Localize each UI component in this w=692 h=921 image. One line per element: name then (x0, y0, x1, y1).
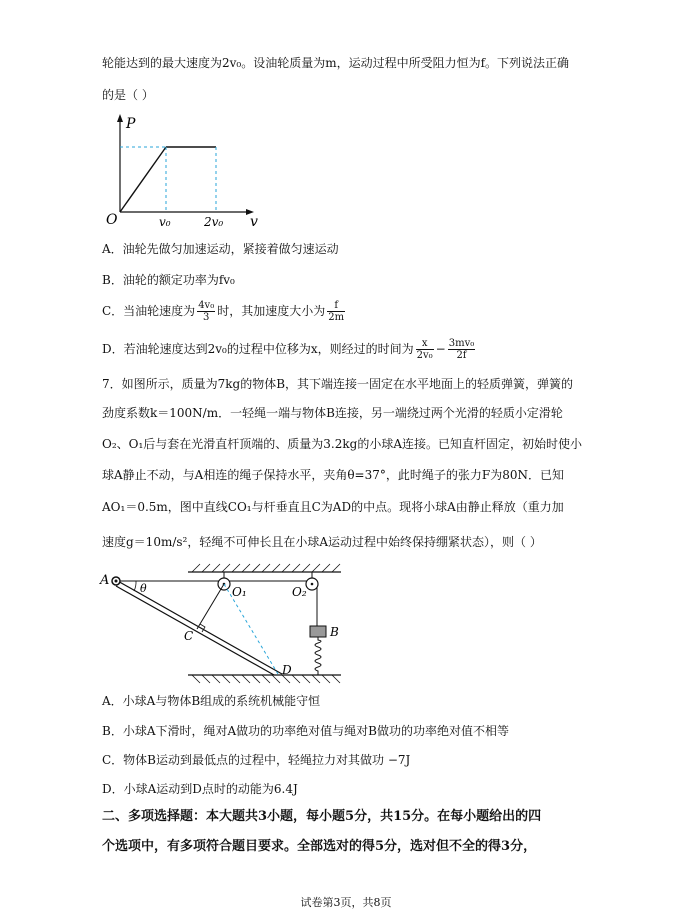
q7-line-1: 7．如图所示，质量为7kg的物体B，其下端连接一固定在水平地面上的轻质弹簧，弹簧的 (102, 377, 574, 391)
label-o1: O₁ (232, 585, 247, 599)
label-o2: O₂ (292, 585, 307, 599)
label-d: D (282, 663, 292, 677)
q6-option-c-mid: 时，其加速度大小为 (217, 304, 326, 318)
fraction-f-over-2m (327, 300, 345, 323)
fraction-numerator: x (416, 338, 434, 350)
q6-option-d-pre: D．若油轮速度达到2v₀的过程中位移为x，则经过的时间为 (102, 342, 414, 356)
q7-line-4: 球A静止不动，与A相连的绳子保持水平，夹角θ=37°，此时绳子的张力F为80N．已知 (102, 468, 564, 482)
x-axis-label: v (250, 214, 258, 227)
label-a: A (100, 573, 110, 588)
fraction-denominator: 2f (456, 350, 467, 361)
label-theta: θ (140, 582, 147, 595)
q6-option-c-pre: C．当油轮速度为 (102, 304, 196, 318)
q6-option-b: B．油轮的额定功率为fv₀ (102, 273, 235, 287)
fraction-numerator: 4v₀ (198, 300, 215, 311)
tick-v0-label: v₀ (159, 215, 171, 227)
section2-heading-line-1: 二、多项选择题：本大题共3小题，每小题5分，共15分。在每小题给出的四 (102, 809, 542, 824)
fraction-numerator: 3mv₀ (448, 338, 475, 349)
q7-line-3: O₂、O₁后与套在光滑直杆顶端的、质量为3.2kg的小球A连接。已知直杆固定，初始时使小 (102, 437, 583, 451)
fraction-denominator: 3 (203, 312, 210, 323)
fraction-4v0-over-3 (197, 300, 215, 323)
power-velocity-graph (100, 112, 270, 227)
q6-option-d (102, 338, 477, 361)
q7-option-b: B．小球A下滑时，绳对A做功的功率绝对值与绳对B做功的功率绝对值不相等 (102, 724, 509, 738)
q7-option-d: D．小球A运动到D点时的动能为6.4J (102, 782, 298, 796)
q6-option-c (102, 300, 347, 323)
q7-line-5: AO₁＝0.5m，图中直线CO₁与杆垂直且C为AD的中点。现将小球A由静止释放（重力加 (102, 500, 564, 514)
fraction-x-over-2v0 (416, 338, 434, 361)
section2-heading-line-2: 个选项中，有多项符合题目要求。全部选对的得5分，选对但不全的得3分， (102, 839, 537, 854)
page-footer: 试卷第3页，共8页 (300, 896, 392, 909)
q7-option-c: C．物体B运动到最低点的过程中，轻绳拉力对其做功 −7J (102, 753, 411, 767)
tick-2v0-label: 2v₀ (204, 215, 224, 227)
q7-option-a: A．小球A与物体B组成的系统机械能守恒 (102, 694, 321, 708)
fraction-denominator: 2m (328, 312, 345, 323)
fraction-numerator: f (327, 300, 345, 312)
pulley-system-diagram (96, 560, 356, 685)
minus-sign: − (435, 342, 446, 356)
label-b: B (330, 625, 339, 639)
intro-line-2: 的是（ ） (102, 88, 154, 102)
q6-option-a: A．油轮先做匀加速运动，紧接着做匀速运动 (102, 242, 339, 256)
q7-line-2: 劲度系数k＝100N/m．一轻绳一端与物体B连接，另一端绕过两个光滑的轻质小定滑轮 (102, 406, 563, 420)
y-axis-label: P (126, 116, 136, 132)
intro-line-1: 轮能达到的最大速度为2v₀。设油轮质量为m，运动过程中所受阻力恒为f。下列说法正确 (102, 56, 570, 70)
fraction-3mv0-over-2f (448, 338, 476, 361)
label-c: C (184, 629, 194, 643)
q7-line-6: 速度g＝10m/s²，轻绳不可伸长且在小球A运动过程中始终保持绷紧状态），则（ ） (102, 535, 542, 549)
origin-label: O (106, 212, 118, 227)
fraction-denominator: 2v₀ (416, 350, 433, 361)
